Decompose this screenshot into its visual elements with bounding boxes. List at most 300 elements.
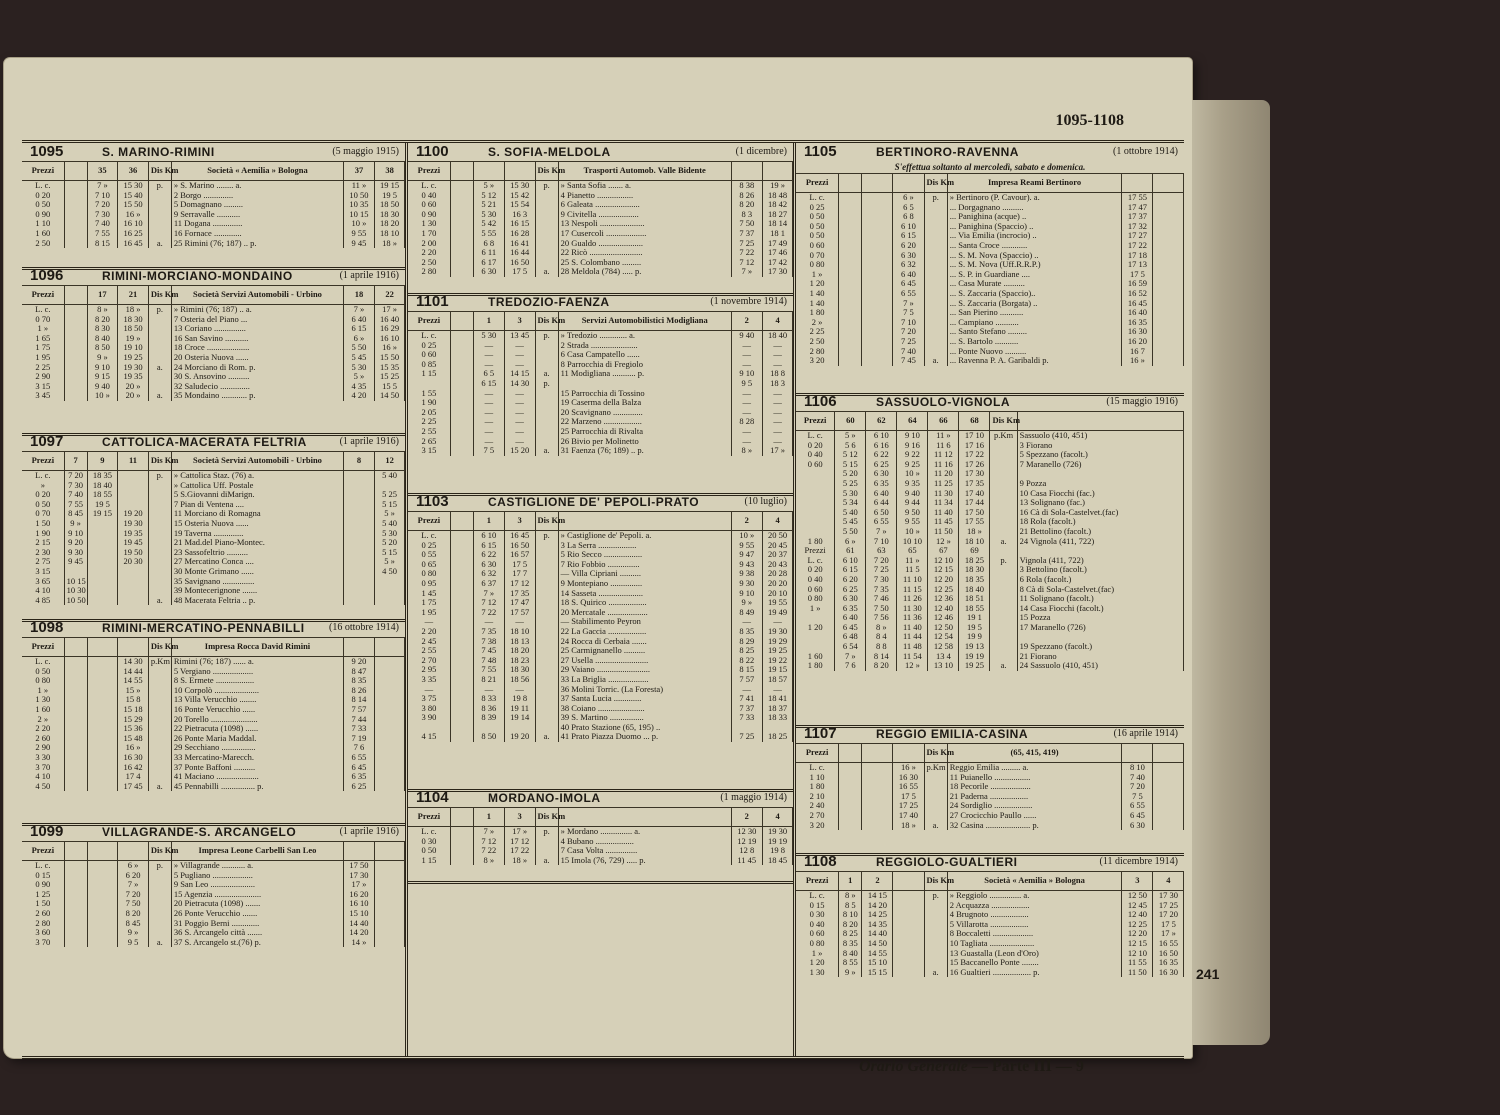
time-cell: 7 33 (344, 724, 375, 734)
footer-num: 9 (1075, 1058, 1084, 1075)
station-cell: 27 Crocicchio Paullo ...... (947, 811, 1122, 821)
column-header: 4 (762, 512, 793, 531)
station-cell: 11 Modigliana ........... p. (558, 369, 731, 379)
time-cell: 18 8 (762, 369, 793, 379)
time-cell (450, 675, 473, 685)
time-cell: 9 » (731, 598, 762, 608)
time-cell (87, 715, 118, 725)
station-cell: 8 Parrocchia di Fregiolo (558, 360, 731, 370)
time-cell: 19 5 (87, 500, 118, 510)
time-cell: 1 » (809, 602, 821, 613)
time-cell: 7 10 (893, 318, 924, 328)
time-cell: 20 28 (762, 569, 793, 579)
time-cell: 11 25 (928, 479, 959, 489)
time-cell: 8 10 (839, 910, 862, 920)
time-cell: 9 25 (897, 460, 928, 470)
route-date: (10 luglio) (744, 496, 787, 507)
time-cell: 6 10 (866, 431, 897, 441)
time-cell: 8 47 (344, 667, 375, 677)
time-cell: 16 30 (893, 773, 924, 783)
time-cell (862, 241, 893, 251)
station-cell: 18 Rola (facolt.) (1017, 517, 1184, 527)
time-cell (924, 782, 947, 792)
route-date: (1 novembre 1914) (710, 296, 787, 307)
table-header-row (796, 412, 1184, 431)
time-cell: 11 26 (897, 594, 928, 604)
time-cell: 7 » (835, 652, 866, 662)
time-cell: 8 21 (473, 675, 504, 685)
station-cell: 37 Ponte Baffoni .......... (171, 763, 343, 773)
time-cell: 2 55 (421, 645, 437, 656)
time-cell: 0 80 (807, 593, 823, 604)
time-cell: 2 20 (35, 723, 51, 734)
time-cell: 14 44 (118, 667, 149, 677)
time-cell: 12 40 (928, 604, 959, 614)
station-cell: 10 Corpolò ..................... (171, 686, 343, 696)
time-cell: 0 90 (35, 879, 51, 890)
time-cell: 12 20 (928, 575, 959, 585)
time-cell: 16 41 (504, 239, 535, 249)
station-cell: » S. Marino ........ a. (171, 181, 343, 191)
time-cell: 19 25 (762, 646, 793, 656)
time-cell: 2 20 (421, 625, 437, 636)
time-cell: 12 54 (928, 632, 959, 642)
time-cell (1153, 260, 1184, 270)
time-cell: 0 15 (809, 899, 825, 910)
time-cell (535, 229, 558, 239)
time-cell: — (473, 408, 504, 418)
time-cell: 19 » (762, 181, 793, 191)
time-cell: 3 35 (421, 673, 437, 684)
route-name: REGGIOLO-GUALTIERI (876, 855, 1018, 869)
timetable-1106 (796, 393, 1184, 728)
time-cell (87, 871, 118, 881)
time-cell: 17 27 (1122, 231, 1153, 241)
time-cell: 5 50 (835, 527, 866, 537)
time-cell (64, 324, 87, 334)
time-cell: 6 35 (835, 604, 866, 614)
time-cell: 7 50 (866, 604, 897, 614)
station-cell: 13 Nespoli ..................... (558, 219, 731, 229)
time-cell: 6 » (344, 334, 375, 344)
time-cell: 0 70 (35, 508, 51, 519)
time-cell: 0 60 (809, 928, 825, 939)
time-cell: 17 50 (959, 508, 990, 518)
time-cell: 7 41 (731, 694, 762, 704)
time-cell: 7 37 (731, 229, 762, 239)
time-cell: — (731, 685, 762, 695)
time-cell (535, 427, 558, 437)
time-cell: 7 20 (64, 471, 87, 481)
time-cell: 18 33 (762, 713, 793, 723)
time-cell (450, 656, 473, 666)
time-cell: p. (990, 556, 1017, 566)
time-cell (1153, 279, 1184, 289)
station-cell: ... Dorgagnano .......... (947, 203, 1122, 213)
time-cell: 17 40 (959, 489, 990, 499)
time-cell (87, 782, 118, 792)
time-cell (148, 490, 171, 500)
time-cell (990, 508, 1017, 518)
time-cell: 6 25 (866, 460, 897, 470)
time-cell: 7 » (344, 305, 375, 315)
time-cell: — (473, 427, 504, 437)
time-cell (535, 656, 558, 666)
column-header: 1 (473, 512, 504, 531)
time-cell (450, 258, 473, 268)
column-header (862, 744, 893, 763)
time-cell: 19 35 (118, 372, 149, 382)
time-cell: 17 30 (959, 469, 990, 479)
time-cell: 5 » (344, 372, 375, 382)
time-cell (87, 880, 118, 890)
book-page-edge (1192, 100, 1270, 1045)
time-cell: 63 (866, 546, 897, 556)
time-cell (450, 713, 473, 723)
time-cell: 10 35 (344, 200, 375, 210)
table-header-row (22, 638, 405, 657)
time-cell (990, 450, 1017, 460)
time-cell: 7 56 (866, 613, 897, 623)
time-cell: — (731, 341, 762, 351)
time-cell (535, 248, 558, 258)
column-header: Dis Km (924, 744, 947, 763)
time-cell: 1 » (811, 268, 823, 279)
time-cell (535, 694, 558, 704)
column-header: 4 (762, 312, 793, 331)
column-header (473, 162, 504, 181)
time-cell: 7 5 (893, 308, 924, 318)
time-cell (148, 705, 171, 715)
time-cell (64, 305, 87, 315)
time-cell: p. (148, 471, 171, 481)
time-cell: 18 30 (374, 210, 405, 220)
column-header: Dis Km (148, 162, 171, 181)
station-cell: 25 Carmignanello .......... (558, 646, 731, 656)
time-cell: 17 22 (959, 450, 990, 460)
column-header: 9 (87, 452, 118, 471)
time-cell (148, 509, 171, 519)
column-header (118, 638, 149, 657)
time-cell (839, 308, 862, 318)
time-cell (87, 861, 118, 871)
station-cell: 15 Parrocchia di Tossino (558, 389, 731, 399)
station-cell: ... Panighina (Spaccio) .. (947, 222, 1122, 232)
time-cell: 1 70 (421, 227, 437, 238)
time-cell (148, 519, 171, 529)
time-cell: 17 57 (504, 608, 535, 618)
time-cell: 13 45 (504, 331, 535, 341)
time-cell: Prezzi (804, 545, 826, 556)
time-cell (87, 763, 118, 773)
time-cell: — (762, 398, 793, 408)
time-cell: 19 13 (959, 642, 990, 652)
time-cell: 20 » (118, 391, 149, 401)
time-cell: 7 » (473, 827, 504, 837)
time-cell: — (473, 398, 504, 408)
column-header (839, 174, 862, 193)
time-cell: 9 5 (731, 379, 762, 389)
time-cell: 1 50 (35, 517, 51, 528)
time-cell (450, 446, 473, 456)
time-cell (990, 489, 1017, 499)
time-cell (796, 479, 835, 489)
time-cell: 0 60 (807, 583, 823, 594)
time-cell: 7 » (731, 267, 762, 277)
time-cell (64, 734, 87, 744)
time-cell (839, 773, 862, 783)
time-cell: 2 55 (421, 425, 437, 436)
time-cell: 6 22 (473, 550, 504, 560)
time-cell (924, 241, 947, 251)
time-cell (924, 270, 947, 280)
section-header (22, 433, 405, 451)
time-cell: 9 35 (897, 479, 928, 489)
time-cell (374, 676, 405, 686)
time-cell: 5 12 (835, 450, 866, 460)
station-cell: Rimini (76; 187) ...... a. (171, 657, 343, 667)
time-cell: 1 10 (35, 218, 51, 229)
time-cell: 4 50 (35, 780, 51, 791)
station-cell: 26 Ponte Maria Maddal. (171, 734, 343, 744)
column-header (558, 512, 731, 531)
time-cell (1153, 241, 1184, 251)
time-cell: 3 30 (35, 751, 51, 762)
time-cell (87, 743, 118, 753)
time-cell: 2 50 (421, 256, 437, 267)
time-cell: — (504, 350, 535, 360)
table-header-row (408, 512, 793, 531)
time-cell: — (504, 417, 535, 427)
station-cell: 19 Spezzano (facolt.) (1017, 642, 1184, 652)
time-cell: 10 50 (64, 596, 87, 606)
time-cell: 19 19 (959, 652, 990, 662)
station-cell: 27 Mercatino Conca .... (171, 557, 343, 567)
timetable-columns (22, 140, 1184, 1059)
time-cell (148, 191, 171, 201)
time-cell: 14 15 (504, 369, 535, 379)
time-cell: 7 40 (87, 219, 118, 229)
time-cell: 8 20 (839, 920, 862, 930)
time-cell: 18 30 (959, 565, 990, 575)
time-cell: 0 60 (421, 349, 437, 360)
time-cell (862, 327, 893, 337)
route-date: (15 maggio 1916) (1106, 396, 1178, 407)
column-header: 8 (344, 452, 375, 471)
time-cell: 5 55 (473, 229, 504, 239)
time-cell: 4 20 (344, 391, 375, 401)
time-cell (374, 695, 405, 705)
time-cell (893, 968, 924, 978)
time-cell: 18 » (374, 239, 405, 249)
time-cell: 4 15 (421, 731, 437, 742)
time-cell: 2 25 (35, 361, 51, 372)
time-cell: 0 50 (35, 665, 51, 676)
time-cell: p. (148, 305, 171, 315)
time-cell (990, 479, 1017, 489)
time-cell: 0 90 (421, 208, 437, 219)
time-cell: 0 50 (35, 498, 51, 509)
column-header: 22 (374, 286, 405, 305)
time-cell (990, 441, 1017, 451)
station-cell: 15 Pozza (1017, 613, 1184, 623)
time-cell: 8 30 (87, 324, 118, 334)
column-header: Società Servizi Automobili - Urbino (171, 286, 343, 305)
time-cell: 9 40 (87, 382, 118, 392)
time-cell: 2 80 (421, 266, 437, 277)
time-cell: 1 95 (421, 606, 437, 617)
time-cell: 12 » (928, 537, 959, 547)
column-header: Prezzi (22, 842, 64, 861)
time-cell: 8 45 (64, 509, 87, 519)
time-cell: 18 40 (87, 481, 118, 491)
section-header (408, 293, 793, 311)
time-cell: 0 20 (35, 189, 51, 200)
time-cell: 15 5 (374, 382, 405, 392)
time-cell (148, 210, 171, 220)
time-cell: 10 » (731, 531, 762, 541)
time-cell: 1 30 (421, 218, 437, 229)
time-cell: 15 29 (118, 715, 149, 725)
time-cell (148, 871, 171, 881)
time-cell: 1 60 (35, 703, 51, 714)
time-cell: 10 » (87, 391, 118, 401)
time-cell: 0 70 (35, 313, 51, 324)
time-cell: 6 5 (893, 203, 924, 213)
time-cell (839, 337, 862, 347)
time-cell: 14 50 (374, 391, 405, 401)
time-cell: 16 55 (1153, 939, 1184, 949)
time-cell: a. (924, 968, 947, 978)
time-cell (535, 617, 558, 627)
time-cell (535, 608, 558, 618)
time-cell (374, 686, 405, 696)
column-header (558, 808, 731, 827)
time-cell: 14 35 (862, 920, 893, 930)
time-cell: 7 12 (473, 598, 504, 608)
column-header (893, 872, 924, 891)
column-header: Dis Km (535, 808, 558, 827)
table-header-row (22, 286, 405, 305)
time-cell (839, 193, 862, 203)
time-cell: — (473, 350, 504, 360)
time-cell (148, 577, 171, 587)
time-cell: 11 45 (928, 517, 959, 527)
route-name: TREDOZIO-FAENZA (488, 295, 610, 309)
station-cell: 13 Guastalla (Leon d'Oro) (947, 949, 1122, 959)
time-cell: 1 80 (809, 781, 825, 792)
column-header: Servizi Automobilistici Modigliana (558, 312, 731, 331)
time-cell: 17 » (504, 827, 535, 837)
time-cell (64, 928, 87, 938)
station-cell: 21 Mad.del Piano-Montec. (171, 538, 343, 548)
time-cell: 6 8 (893, 212, 924, 222)
station-cell: 20 Mercatale ................... (558, 608, 731, 618)
time-cell (450, 369, 473, 379)
column-header: Prezzi (796, 412, 835, 431)
time-cell (535, 417, 558, 427)
time-cell: — (504, 437, 535, 447)
time-cell (148, 500, 171, 510)
time-cell: — (762, 389, 793, 399)
footer (859, 1058, 1084, 1076)
column-header (731, 162, 762, 181)
time-cell: 16 45 (504, 531, 535, 541)
time-cell: 8 50 (87, 343, 118, 353)
time-cell: 8 » (473, 856, 504, 866)
time-cell: p. (148, 181, 171, 191)
time-cell: 7 » (893, 299, 924, 309)
column-header: Dis Km (924, 872, 947, 891)
timetable-1104 (408, 789, 793, 884)
time-cell: — (762, 417, 793, 427)
station-cell: 5 Vergiano ................... (171, 667, 343, 677)
time-cell (450, 685, 473, 695)
time-cell (450, 219, 473, 229)
time-cell: 17 » (374, 305, 405, 315)
time-cell (87, 705, 118, 715)
time-cell (344, 490, 375, 500)
route-number: 1108 (804, 853, 837, 870)
time-cell: 17 35 (959, 479, 990, 489)
station-cell: 36 S. Arcangelo città ....... (171, 928, 343, 938)
time-cell (862, 231, 893, 241)
column-header (450, 312, 473, 331)
time-cell: 16 » (118, 743, 149, 753)
time-cell (924, 801, 947, 811)
station-cell: 13 Solignano (fac.) (1017, 498, 1184, 508)
station-cell: 22 Ricò ......................... (558, 248, 731, 258)
station-cell: 15 Imola (76, 729) ..... p. (558, 856, 731, 866)
time-cell (1153, 356, 1184, 366)
time-cell: 6 50 (866, 508, 897, 518)
table-row (408, 446, 793, 456)
route-number: 1100 (416, 143, 449, 160)
time-cell: 0 80 (809, 259, 825, 270)
time-cell (87, 538, 118, 548)
time-cell (450, 531, 473, 541)
time-cell: 9 40 (897, 489, 928, 499)
time-cell: p. (535, 379, 558, 389)
time-cell: 3 20 (809, 819, 825, 830)
time-cell (535, 685, 558, 695)
time-cell: 2 60 (35, 907, 51, 918)
time-cell (344, 481, 375, 491)
time-cell: 16 40 (374, 315, 405, 325)
station-cell: 7 Casa Volta ............... (558, 846, 731, 856)
time-cell (924, 773, 947, 783)
time-cell (862, 782, 893, 792)
time-cell: 16 44 (504, 248, 535, 258)
time-cell: 16 28 (504, 229, 535, 239)
column-header: Prezzi (408, 162, 450, 181)
time-cell (796, 508, 835, 518)
time-cell (374, 871, 405, 881)
time-cell: 5 15 (374, 500, 405, 510)
section-header (22, 267, 405, 285)
time-cell (862, 337, 893, 347)
time-cell (990, 632, 1017, 642)
column-header: 1 (473, 312, 504, 331)
station-cell: 33 La Briglia ................... (558, 675, 731, 685)
station-cell: Reggio Emilia ......... a. (947, 763, 1122, 773)
time-cell: 10 15 (344, 210, 375, 220)
time-cell (862, 318, 893, 328)
time-cell (839, 241, 862, 251)
time-cell (1153, 347, 1184, 357)
time-cell (535, 239, 558, 249)
time-cell (893, 910, 924, 920)
